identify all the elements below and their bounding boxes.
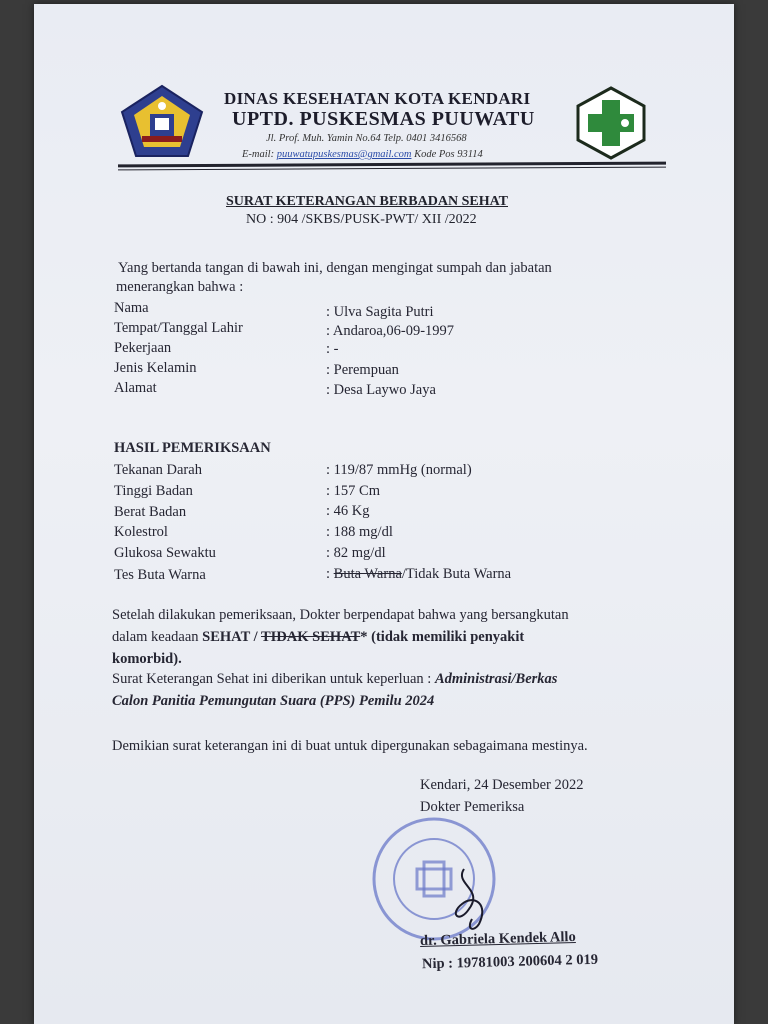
header-rule-thin bbox=[118, 167, 666, 171]
agency-address: Jl. Prof. Muh. Yamin No.64 Telp. 0401 3416568 bbox=[266, 133, 467, 144]
unit-name: UPTD. PUSKESMAS PUUWATU bbox=[232, 108, 535, 130]
selected-option: /Tidak Buta Warna bbox=[401, 566, 512, 582]
purpose-prefix: Surat Keterangan Sehat ini diberikan untuk keperluan : bbox=[112, 671, 435, 687]
postcode: Kode Pos 93114 bbox=[414, 149, 483, 160]
colon: : bbox=[326, 566, 334, 582]
result-value: : 82 mg/dl bbox=[326, 545, 386, 561]
result-label: Berat Badan bbox=[114, 504, 187, 520]
conclusion-suffix: * (tidak memiliki penyakit bbox=[360, 629, 525, 645]
identity-label: Alamat bbox=[114, 380, 157, 396]
identity-value: : - bbox=[326, 341, 339, 357]
identity-value: : Andaroa,06-09-1997 bbox=[326, 323, 455, 339]
document-title: SURAT KETERANGAN BERBADAN SEHAT bbox=[226, 194, 508, 209]
result-label: Glukosa Sewaktu bbox=[114, 545, 216, 561]
place-date: Kendari, 24 Desember 2022 bbox=[420, 777, 584, 793]
document-page bbox=[34, 4, 734, 1024]
result-label: Tes Buta Warna bbox=[114, 567, 206, 583]
email-link[interactable]: puuwatupuskesmas@gmail.com bbox=[276, 149, 412, 160]
signer-role: Dokter Pemeriksa bbox=[420, 799, 525, 815]
identity-value: : Perempuan bbox=[326, 362, 399, 378]
conclusion-line-1: Setelah dilakukan pemeriksaan, Dokter berpendapat bahwa yang bersangkutan bbox=[112, 607, 569, 623]
conclusion-line-2 bbox=[112, 629, 524, 646]
identity-label: Pekerjaan bbox=[114, 340, 172, 356]
agency-name: DINAS KESEHATAN KOTA KENDARI bbox=[224, 89, 531, 108]
result-label: Kolestrol bbox=[114, 524, 168, 540]
result-label: Tekanan Darah bbox=[114, 462, 202, 478]
closing-line: Demikian surat keterangan ini di buat untuk dipergunakan sebagaimana mestinya. bbox=[112, 738, 588, 754]
identity-label: Tempat/Tanggal Lahir bbox=[114, 320, 243, 336]
agency-contact bbox=[242, 149, 483, 160]
conclusion-line-3: komorbid). bbox=[112, 651, 182, 667]
purpose-line-2: Calon Panitia Pemungutan Suara (PPS) Pemilu 2024 bbox=[112, 693, 435, 709]
purpose-text: Administrasi/Berkas bbox=[434, 671, 558, 687]
results-heading: HASIL PEMERIKSAAN bbox=[114, 440, 271, 456]
healthy-status: SEHAT / bbox=[202, 629, 262, 645]
handwritten-signature bbox=[444, 864, 504, 934]
identity-label: Jenis Kelamin bbox=[114, 360, 197, 376]
result-label: Tinggi Badan bbox=[114, 483, 193, 499]
identity-value: : Ulva Sagita Putri bbox=[326, 304, 434, 320]
intro-line-1: Yang bertanda tangan di bawah ini, dengan mengingat sumpah dan jabatan bbox=[118, 260, 552, 276]
conclusion-prefix: dalam keadaan bbox=[112, 629, 203, 645]
result-value: : 119/87 mmHg (normal) bbox=[326, 462, 472, 478]
puskesmas-logo bbox=[574, 86, 648, 160]
struck-status: TIDAK SEHAT bbox=[261, 629, 361, 645]
email-label: E-mail: bbox=[242, 149, 275, 160]
identity-label: Nama bbox=[114, 300, 149, 316]
result-value: : 46 Kg bbox=[326, 503, 370, 519]
signer-nip: Nip : 19781003 200604 2 019 bbox=[421, 951, 599, 973]
signer-name: dr. Gabriela Kendek Allo bbox=[419, 928, 576, 950]
purpose-line-1 bbox=[112, 671, 557, 688]
kendari-emblem-logo bbox=[120, 84, 204, 158]
identity-value: : Desa Laywo Jaya bbox=[326, 382, 436, 398]
result-value: : 157 Cm bbox=[326, 483, 380, 499]
document-number: NO : 904 /SKBS/PUSK-PWT/ XII /2022 bbox=[246, 212, 477, 227]
result-value: : 188 mg/dl bbox=[326, 524, 393, 540]
color-test-value bbox=[326, 566, 511, 583]
struck-option: Buta Warna bbox=[333, 566, 402, 582]
intro-line-2: menerangkan bahwa : bbox=[116, 279, 244, 295]
